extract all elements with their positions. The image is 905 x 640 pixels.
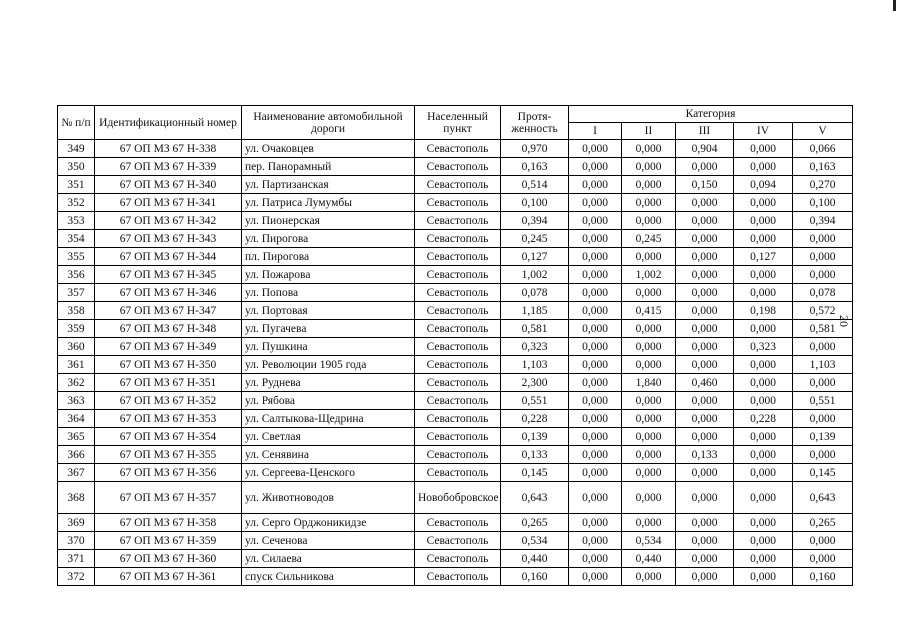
row-number: 351 (58, 176, 95, 194)
cat-1-value: 0,000 (569, 266, 622, 284)
cat-1-value: 0,000 (569, 392, 622, 410)
road-id: 67 ОП МЗ 67 Н-356 (95, 464, 242, 482)
road-id: 67 ОП МЗ 67 Н-346 (95, 284, 242, 302)
cat-1-value: 0,000 (569, 446, 622, 464)
cat-2-value: 0,000 (622, 248, 676, 266)
cat-5-value: 0,270 (793, 176, 853, 194)
cat-4-value: 0,000 (734, 158, 793, 176)
header-settlement: Населенный пункт (415, 106, 501, 140)
length: 0,551 (501, 392, 569, 410)
road-name: ул. Светлая (242, 428, 415, 446)
cat-3-value: 0,000 (676, 356, 734, 374)
cat-4-value: 0,000 (734, 284, 793, 302)
settlement: Севастополь (415, 514, 501, 532)
length: 0,643 (501, 482, 569, 514)
cat-1-value: 0,000 (569, 230, 622, 248)
table-row (58, 464, 853, 482)
length: 1,002 (501, 266, 569, 284)
road-name: ул. Серго Орджоникидзе (242, 514, 415, 532)
road-id: 67 ОП МЗ 67 Н-352 (95, 392, 242, 410)
roads-table (57, 105, 853, 586)
road-name: пер. Панорамный (242, 158, 415, 176)
table-row (58, 428, 853, 446)
cat-5-value: 0,551 (793, 392, 853, 410)
cat-5-value: 0,000 (793, 532, 853, 550)
cat-3-value: 0,000 (676, 230, 734, 248)
table-row (58, 532, 853, 550)
cat-1-value: 0,000 (569, 248, 622, 266)
road-name: ул. Попова (242, 284, 415, 302)
cat-4-value: 0,000 (734, 482, 793, 514)
cat-2-value: 0,000 (622, 464, 676, 482)
cat-2-value: 0,000 (622, 158, 676, 176)
header-length: Протя- женность (501, 106, 569, 140)
table-row (58, 446, 853, 464)
road-id: 67 ОП МЗ 67 Н-345 (95, 266, 242, 284)
cat-4-value: 0,000 (734, 374, 793, 392)
cat-3-value: 0,133 (676, 446, 734, 464)
cat-2-value: 0,000 (622, 320, 676, 338)
road-id: 67 ОП МЗ 67 Н-343 (95, 230, 242, 248)
cat-1-value: 0,000 (569, 532, 622, 550)
road-name: ул. Салтыкова-Щедрина (242, 410, 415, 428)
cat-3-value: 0,000 (676, 248, 734, 266)
road-id: 67 ОП МЗ 67 Н-357 (95, 482, 242, 514)
row-number: 365 (58, 428, 95, 446)
settlement: Севастополь (415, 550, 501, 568)
length: 0,514 (501, 176, 569, 194)
table-row (58, 514, 853, 532)
row-number: 359 (58, 320, 95, 338)
road-name: ул. Патриса Лумумбы (242, 194, 415, 212)
cat-3-value: 0,000 (676, 266, 734, 284)
cat-1-value: 0,000 (569, 410, 622, 428)
table-row (58, 212, 853, 230)
cat-2-value: 0,000 (622, 482, 676, 514)
length: 0,534 (501, 532, 569, 550)
cat-2-value: 0,415 (622, 302, 676, 320)
row-number: 353 (58, 212, 95, 230)
cat-4-value: 0,000 (734, 140, 793, 158)
cat-4-value: 0,000 (734, 532, 793, 550)
cat-3-value: 0,000 (676, 514, 734, 532)
settlement: Новобобровское (415, 482, 501, 514)
settlement: Севастополь (415, 302, 501, 320)
length: 0,133 (501, 446, 569, 464)
cat-5-value: 0,100 (793, 194, 853, 212)
cat-5-value: 0,000 (793, 446, 853, 464)
cat-2-value: 0,245 (622, 230, 676, 248)
cat-4-value: 0,228 (734, 410, 793, 428)
cat-3-value: 0,000 (676, 550, 734, 568)
length: 0,163 (501, 158, 569, 176)
settlement: Севастополь (415, 158, 501, 176)
road-name: ул. Революции 1905 года (242, 356, 415, 374)
cat-1-value: 0,000 (569, 140, 622, 158)
length: 0,970 (501, 140, 569, 158)
table-row (58, 356, 853, 374)
row-number: 362 (58, 374, 95, 392)
settlement: Севастополь (415, 464, 501, 482)
table-row (58, 410, 853, 428)
row-number: 360 (58, 338, 95, 356)
cat-1-value: 0,000 (569, 212, 622, 230)
road-id: 67 ОП МЗ 67 Н-344 (95, 248, 242, 266)
header-cat-1: I (569, 123, 622, 140)
header-category: Категория (569, 106, 853, 123)
road-name: ул. Пугачева (242, 320, 415, 338)
road-name: ул. Пионерская (242, 212, 415, 230)
cat-5-value: 0,163 (793, 158, 853, 176)
road-name: ул. Пожарова (242, 266, 415, 284)
scan-edge-mark (893, 0, 896, 11)
cat-3-value: 0,000 (676, 320, 734, 338)
cat-4-value: 0,000 (734, 320, 793, 338)
table-row (58, 550, 853, 568)
road-id: 67 ОП МЗ 67 Н-347 (95, 302, 242, 320)
cat-4-value: 0,000 (734, 446, 793, 464)
cat-2-value: 0,000 (622, 140, 676, 158)
cat-5-value: 0,066 (793, 140, 853, 158)
cat-2-value: 0,000 (622, 284, 676, 302)
road-id: 67 ОП МЗ 67 Н-341 (95, 194, 242, 212)
header-cat-4: IV (734, 123, 793, 140)
cat-5-value: 0,000 (793, 230, 853, 248)
cat-2-value: 0,000 (622, 446, 676, 464)
road-id: 67 ОП МЗ 67 Н-339 (95, 158, 242, 176)
cat-2-value: 0,000 (622, 568, 676, 586)
road-id: 67 ОП МЗ 67 Н-355 (95, 446, 242, 464)
cat-1-value: 0,000 (569, 356, 622, 374)
row-number: 370 (58, 532, 95, 550)
cat-1-value: 0,000 (569, 464, 622, 482)
table-row (58, 302, 853, 320)
settlement: Севастополь (415, 428, 501, 446)
settlement: Севастополь (415, 410, 501, 428)
cat-4-value: 0,000 (734, 550, 793, 568)
settlement: Севастополь (415, 194, 501, 212)
header-cat-2: II (622, 123, 676, 140)
cat-2-value: 0,000 (622, 392, 676, 410)
cat-2-value: 1,002 (622, 266, 676, 284)
road-id: 67 ОП МЗ 67 Н-358 (95, 514, 242, 532)
row-number: 349 (58, 140, 95, 158)
cat-5-value: 0,160 (793, 568, 853, 586)
cat-3-value: 0,000 (676, 338, 734, 356)
row-number: 352 (58, 194, 95, 212)
cat-4-value: 0,000 (734, 464, 793, 482)
length: 0,394 (501, 212, 569, 230)
length: 0,160 (501, 568, 569, 586)
road-name: ул. Очаковцев (242, 140, 415, 158)
settlement: Севастополь (415, 392, 501, 410)
length: 1,185 (501, 302, 569, 320)
cat-3-value: 0,904 (676, 140, 734, 158)
road-name: ул. Сенявина (242, 446, 415, 464)
cat-5-value: 0,078 (793, 284, 853, 302)
cat-4-value: 0,198 (734, 302, 793, 320)
settlement: Севастополь (415, 176, 501, 194)
length: 0,323 (501, 338, 569, 356)
road-id: 67 ОП МЗ 67 Н-348 (95, 320, 242, 338)
cat-2-value: 0,000 (622, 356, 676, 374)
cat-3-value: 0,000 (676, 482, 734, 514)
cat-2-value: 0,000 (622, 194, 676, 212)
table-row (58, 284, 853, 302)
table-row (58, 194, 853, 212)
settlement: Севастополь (415, 356, 501, 374)
header-road-name: Наименование автомобильной дороги (242, 106, 415, 140)
length: 1,103 (501, 356, 569, 374)
cat-1-value: 0,000 (569, 374, 622, 392)
cat-1-value: 0,000 (569, 568, 622, 586)
cat-5-value: 1,103 (793, 356, 853, 374)
cat-1-value: 0,000 (569, 158, 622, 176)
road-id: 67 ОП МЗ 67 Н-361 (95, 568, 242, 586)
cat-2-value: 0,000 (622, 176, 676, 194)
road-name: ул. Руднева (242, 374, 415, 392)
cat-3-value: 0,000 (676, 284, 734, 302)
road-name: ул. Сеченова (242, 532, 415, 550)
road-id: 67 ОП МЗ 67 Н-340 (95, 176, 242, 194)
cat-3-value: 0,000 (676, 428, 734, 446)
cat-4-value: 0,127 (734, 248, 793, 266)
cat-3-value: 0,000 (676, 464, 734, 482)
road-id: 67 ОП МЗ 67 Н-359 (95, 532, 242, 550)
cat-2-value: 0,000 (622, 428, 676, 446)
cat-4-value: 0,000 (734, 568, 793, 586)
cat-1-value: 0,000 (569, 284, 622, 302)
table-row (58, 392, 853, 410)
settlement: Севастополь (415, 374, 501, 392)
table-header (58, 106, 853, 140)
cat-5-value: 0,572 (793, 302, 853, 320)
cat-4-value: 0,323 (734, 338, 793, 356)
cat-3-value: 0,150 (676, 176, 734, 194)
page-number: 20 (837, 315, 851, 327)
cat-3-value: 0,000 (676, 532, 734, 550)
table-row (58, 374, 853, 392)
length: 0,245 (501, 230, 569, 248)
cat-2-value: 0,000 (622, 410, 676, 428)
table-row (58, 568, 853, 586)
settlement: Севастополь (415, 212, 501, 230)
cat-2-value: 0,000 (622, 514, 676, 532)
cat-4-value: 0,000 (734, 356, 793, 374)
cat-5-value: 0,581 (793, 320, 853, 338)
table-row (58, 338, 853, 356)
header-cat-3: III (676, 123, 734, 140)
row-number: 358 (58, 302, 95, 320)
road-id: 67 ОП МЗ 67 Н-338 (95, 140, 242, 158)
length: 0,127 (501, 248, 569, 266)
cat-4-value: 0,000 (734, 514, 793, 532)
table-row (58, 482, 853, 514)
cat-1-value: 0,000 (569, 550, 622, 568)
road-name: ул. Портовая (242, 302, 415, 320)
length: 0,440 (501, 550, 569, 568)
cat-5-value: 0,643 (793, 482, 853, 514)
cat-1-value: 0,000 (569, 482, 622, 514)
row-number: 350 (58, 158, 95, 176)
length: 0,581 (501, 320, 569, 338)
row-number: 368 (58, 482, 95, 514)
table-row (58, 140, 853, 158)
road-id: 67 ОП МЗ 67 Н-360 (95, 550, 242, 568)
cat-3-value: 0,000 (676, 194, 734, 212)
cat-4-value: 0,000 (734, 266, 793, 284)
cat-1-value: 0,000 (569, 514, 622, 532)
header-id: Идентификационный номер (95, 106, 242, 140)
cat-4-value: 0,000 (734, 212, 793, 230)
cat-5-value: 0,000 (793, 248, 853, 266)
road-name: ул. Пушкина (242, 338, 415, 356)
table-row (58, 176, 853, 194)
cat-3-value: 0,000 (676, 568, 734, 586)
cat-2-value: 0,000 (622, 212, 676, 230)
table-row (58, 230, 853, 248)
table-row (58, 320, 853, 338)
cat-4-value: 0,000 (734, 392, 793, 410)
road-id: 67 ОП МЗ 67 Н-342 (95, 212, 242, 230)
cat-5-value: 0,000 (793, 266, 853, 284)
cat-5-value: 0,139 (793, 428, 853, 446)
road-id: 67 ОП МЗ 67 Н-354 (95, 428, 242, 446)
settlement: Севастополь (415, 338, 501, 356)
settlement: Севастополь (415, 284, 501, 302)
length: 0,228 (501, 410, 569, 428)
row-number: 372 (58, 568, 95, 586)
cat-2-value: 0,534 (622, 532, 676, 550)
road-id: 67 ОП МЗ 67 Н-350 (95, 356, 242, 374)
row-number: 364 (58, 410, 95, 428)
cat-1-value: 0,000 (569, 428, 622, 446)
cat-3-value: 0,000 (676, 410, 734, 428)
length: 0,078 (501, 284, 569, 302)
road-name: ул. Пирогова (242, 230, 415, 248)
cat-5-value: 0,000 (793, 338, 853, 356)
cat-1-value: 0,000 (569, 302, 622, 320)
road-id: 67 ОП МЗ 67 Н-349 (95, 338, 242, 356)
cat-2-value: 1,840 (622, 374, 676, 392)
settlement: Севастополь (415, 532, 501, 550)
settlement: Севастополь (415, 266, 501, 284)
header-num: № п/п (58, 106, 95, 140)
cat-2-value: 0,000 (622, 338, 676, 356)
cat-5-value: 0,000 (793, 550, 853, 568)
row-number: 369 (58, 514, 95, 532)
table-row (58, 248, 853, 266)
row-number: 355 (58, 248, 95, 266)
cat-5-value: 0,000 (793, 374, 853, 392)
row-number: 367 (58, 464, 95, 482)
row-number: 366 (58, 446, 95, 464)
settlement: Севастополь (415, 248, 501, 266)
row-number: 357 (58, 284, 95, 302)
cat-4-value: 0,000 (734, 428, 793, 446)
cat-3-value: 0,460 (676, 374, 734, 392)
cat-3-value: 0,000 (676, 212, 734, 230)
cat-5-value: 0,145 (793, 464, 853, 482)
cat-5-value: 0,265 (793, 514, 853, 532)
road-id: 67 ОП МЗ 67 Н-351 (95, 374, 242, 392)
length: 0,145 (501, 464, 569, 482)
cat-1-value: 0,000 (569, 338, 622, 356)
row-number: 361 (58, 356, 95, 374)
road-name: пл. Пирогова (242, 248, 415, 266)
settlement: Севастополь (415, 446, 501, 464)
table-body (58, 140, 853, 586)
length: 0,100 (501, 194, 569, 212)
cat-3-value: 0,000 (676, 158, 734, 176)
row-number: 354 (58, 230, 95, 248)
row-number: 363 (58, 392, 95, 410)
road-name: ул. Рябова (242, 392, 415, 410)
cat-5-value: 0,000 (793, 410, 853, 428)
length: 0,139 (501, 428, 569, 446)
row-number: 356 (58, 266, 95, 284)
road-id: 67 ОП МЗ 67 Н-353 (95, 410, 242, 428)
road-name: ул. Сергеева-Ценского (242, 464, 415, 482)
cat-4-value: 0,000 (734, 194, 793, 212)
length: 2,300 (501, 374, 569, 392)
length: 0,265 (501, 514, 569, 532)
settlement: Севастополь (415, 568, 501, 586)
road-name: ул. Животноводов (242, 482, 415, 514)
cat-1-value: 0,000 (569, 194, 622, 212)
cat-4-value: 0,094 (734, 176, 793, 194)
cat-3-value: 0,000 (676, 392, 734, 410)
settlement: Севастополь (415, 230, 501, 248)
settlement: Севастополь (415, 320, 501, 338)
table-row (58, 266, 853, 284)
settlement: Севастополь (415, 140, 501, 158)
table-row (58, 158, 853, 176)
cat-1-value: 0,000 (569, 320, 622, 338)
road-name: ул. Партизанская (242, 176, 415, 194)
cat-1-value: 0,000 (569, 176, 622, 194)
row-number: 371 (58, 550, 95, 568)
road-name: ул. Силаева (242, 550, 415, 568)
road-name: спуск Сильникова (242, 568, 415, 586)
header-cat-5: V (793, 123, 853, 140)
cat-4-value: 0,000 (734, 230, 793, 248)
cat-2-value: 0,440 (622, 550, 676, 568)
cat-3-value: 0,000 (676, 302, 734, 320)
cat-5-value: 0,394 (793, 212, 853, 230)
